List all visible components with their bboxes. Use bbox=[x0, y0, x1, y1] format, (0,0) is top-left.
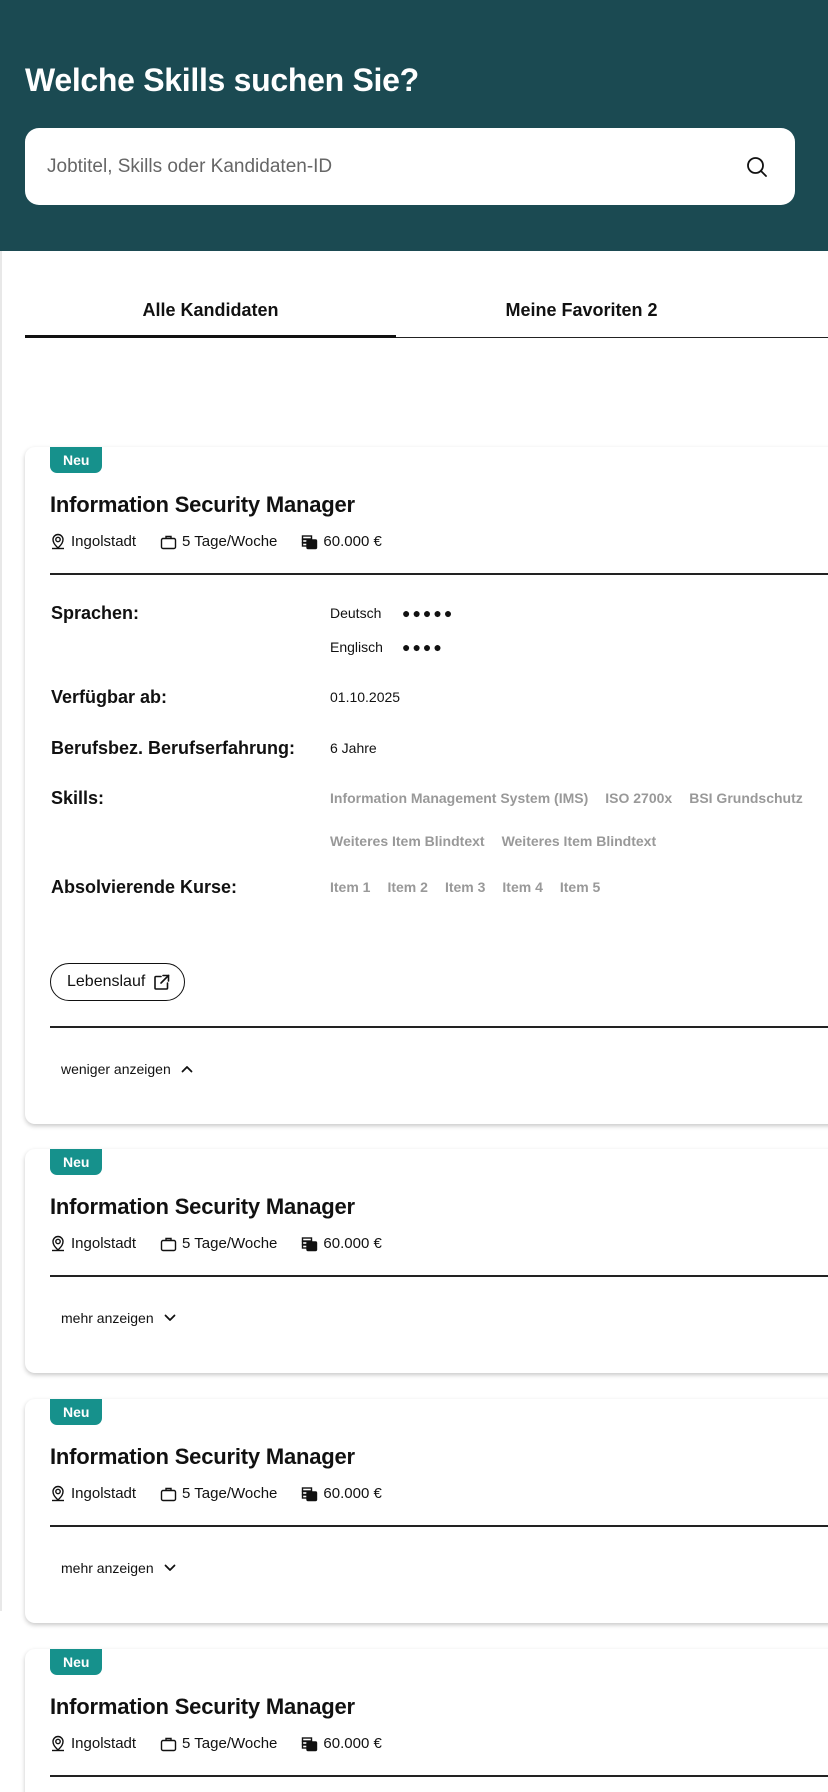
briefcase-icon bbox=[160, 1236, 177, 1252]
page-edge bbox=[0, 251, 2, 1611]
workload-text: 5 Tage/Woche bbox=[182, 533, 278, 550]
card-divider bbox=[50, 1525, 828, 1527]
candidate-card bbox=[25, 447, 828, 1124]
skill-chip: ISO 2700x bbox=[605, 790, 673, 806]
card-divider bbox=[50, 1775, 828, 1777]
skills-list bbox=[330, 833, 673, 849]
language-row bbox=[330, 639, 444, 655]
candidate-title: Information Security Manager bbox=[50, 1444, 355, 1469]
languages-label: Sprachen: bbox=[51, 603, 140, 623]
skill-chip: Weiteres Item Blindtext bbox=[330, 833, 485, 849]
language-level: ●●●● bbox=[402, 639, 444, 655]
experience-label: Berufsbez. Berufserfahrung: bbox=[51, 738, 296, 758]
new-badge: Neu bbox=[50, 1399, 102, 1425]
candidate-meta bbox=[50, 533, 406, 550]
workload-text: 5 Tage/Woche bbox=[182, 1235, 278, 1252]
skill-chip: BSI Grundschutz bbox=[689, 790, 803, 806]
search-input[interactable] bbox=[47, 156, 741, 178]
money-stack-icon bbox=[301, 1736, 318, 1752]
toggle-label: mehr anzeigen bbox=[61, 1560, 154, 1576]
course-chip: Item 3 bbox=[444, 879, 486, 895]
new-badge: Neu bbox=[50, 447, 102, 473]
location-text: Ingolstadt bbox=[71, 1735, 137, 1752]
location-pin-icon bbox=[50, 533, 66, 550]
language-name: Englisch bbox=[330, 639, 383, 655]
salary-text: 60.000 € bbox=[323, 1485, 382, 1502]
new-badge: Neu bbox=[50, 1649, 102, 1675]
location-pin-icon bbox=[50, 1485, 66, 1502]
experience-value: 6 Jahre bbox=[330, 740, 377, 756]
cv-button[interactable] bbox=[50, 963, 185, 1001]
salary-text: 60.000 € bbox=[323, 1735, 382, 1752]
location-text: Ingolstadt bbox=[71, 1485, 137, 1502]
chevron-down-icon bbox=[163, 1311, 177, 1325]
candidate-meta bbox=[50, 1485, 406, 1502]
candidate-card bbox=[25, 1149, 828, 1373]
candidate-card bbox=[25, 1649, 828, 1792]
search-icon[interactable] bbox=[741, 151, 773, 183]
new-badge: Neu bbox=[50, 1149, 102, 1175]
chevron-up-icon bbox=[180, 1062, 194, 1076]
salary-text: 60.000 € bbox=[323, 533, 382, 550]
page-title: Welche Skills suchen Sie? bbox=[25, 62, 419, 98]
location-pin-icon bbox=[50, 1235, 66, 1252]
candidate-card bbox=[25, 1399, 828, 1623]
skills-list bbox=[330, 790, 820, 806]
show-more-toggle[interactable] bbox=[61, 1560, 177, 1576]
course-chip: Item 4 bbox=[502, 879, 543, 895]
card-divider bbox=[50, 1026, 828, 1028]
location-pin-icon bbox=[50, 1735, 66, 1752]
course-chip: Item 2 bbox=[387, 879, 428, 895]
salary-text: 60.000 € bbox=[323, 1235, 382, 1252]
money-stack-icon bbox=[301, 534, 318, 550]
toggle-label: weniger anzeigen bbox=[61, 1061, 171, 1077]
card-divider bbox=[50, 573, 828, 575]
external-link-icon bbox=[153, 974, 170, 991]
candidate-meta bbox=[50, 1735, 406, 1752]
briefcase-icon bbox=[160, 534, 177, 550]
cv-button-label: Lebenslauf bbox=[67, 973, 146, 990]
candidate-title: Information Security Manager bbox=[50, 1694, 355, 1719]
available-value: 01.10.2025 bbox=[330, 689, 401, 705]
courses-list bbox=[330, 879, 617, 895]
tab-my-favorites[interactable]: Meine Favoriten 2 bbox=[505, 300, 658, 320]
money-stack-icon bbox=[301, 1236, 318, 1252]
skills-label: Skills: bbox=[51, 788, 105, 808]
search-bar bbox=[25, 128, 795, 205]
card-divider bbox=[50, 1275, 828, 1277]
show-more-toggle[interactable] bbox=[61, 1310, 177, 1326]
money-stack-icon bbox=[301, 1486, 318, 1502]
available-label: Verfügbar ab: bbox=[51, 687, 168, 707]
courses-label: Absolvierende Kurse: bbox=[51, 877, 238, 897]
candidate-title: Information Security Manager bbox=[50, 1194, 355, 1219]
workload-text: 5 Tage/Woche bbox=[182, 1485, 278, 1502]
toggle-label: mehr anzeigen bbox=[61, 1310, 154, 1326]
search-header bbox=[0, 0, 828, 251]
language-row bbox=[330, 605, 454, 621]
candidate-meta bbox=[50, 1235, 406, 1252]
briefcase-icon bbox=[160, 1486, 177, 1502]
location-text: Ingolstadt bbox=[71, 1235, 137, 1252]
skill-chip: Information Management System (IMS) bbox=[330, 790, 589, 806]
briefcase-icon bbox=[160, 1736, 177, 1752]
workload-text: 5 Tage/Woche bbox=[182, 1735, 278, 1752]
location-text: Ingolstadt bbox=[71, 533, 137, 550]
skill-chip: Weiteres Item Blindtext bbox=[501, 833, 657, 849]
chevron-down-icon bbox=[163, 1561, 177, 1575]
candidate-title: Information Security Manager bbox=[50, 492, 355, 517]
language-name: Deutsch bbox=[330, 605, 382, 621]
show-less-toggle[interactable] bbox=[61, 1061, 194, 1077]
language-level: ●●●●● bbox=[402, 605, 455, 621]
course-chip: Item 1 bbox=[330, 879, 371, 895]
course-chip: Item 5 bbox=[559, 879, 601, 895]
candidate-tabs bbox=[25, 290, 828, 338]
tab-all-candidates[interactable]: Alle Kandidaten bbox=[25, 290, 396, 338]
